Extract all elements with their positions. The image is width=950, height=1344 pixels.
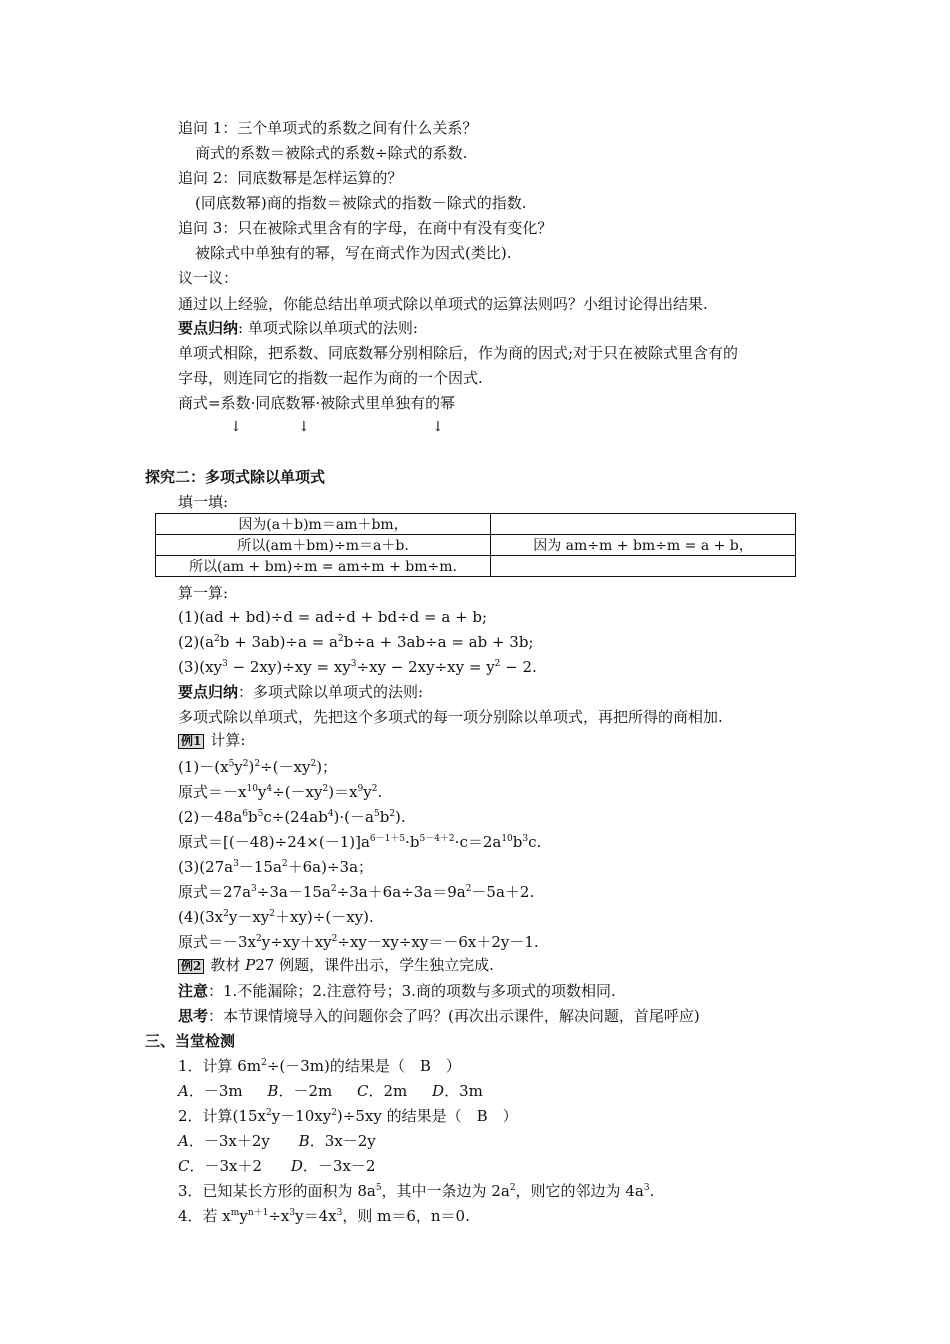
down-arrow-icon: ↓	[432, 419, 444, 435]
option-value: ．3m	[444, 1082, 483, 1100]
test-question-1-options	[178, 1081, 483, 1101]
example-text: 计算:	[210, 731, 246, 749]
option-value: ．－3x＋2	[189, 1157, 263, 1175]
think-text: ：本节课情境导入的问题你会了吗？(再次出示课件，解决问题，首尾呼应)	[208, 1007, 700, 1025]
example-1-a3: 原式$=27a^3\div 3a-15a^2\div 3a+6a\div 3a=9a^2-5a+2$.	[178, 883, 535, 901]
table-row	[156, 514, 796, 535]
key-point-text: : 单项式除以单项式的法则:	[238, 319, 418, 337]
test-question-1: 1．计算 $6m^2\div(-3m)$的结果是（ B ）	[178, 1057, 461, 1075]
test-question-2-options-row-1	[178, 1131, 376, 1151]
example-1-a1: 原式$=-x^{10}y^4\div(-xy^2)=x^9y^2$.	[178, 783, 383, 801]
rule-1-line-1: 单项式相除，把系数、同底数幂分别相除后，作为商的因式;对于只在被除式里含有的	[178, 344, 739, 362]
table-cell: 所以(am + bm)÷m = am÷m + bm÷m.	[156, 556, 491, 577]
follow-up-1: 追问 1：三个单项式的系数之间有什么关系？	[178, 119, 478, 137]
example-1-q4: $(4)(3x^2y-xy^2+xy)\div(-xy)$.	[178, 908, 374, 926]
option-value: ．2m	[368, 1082, 408, 1100]
discuss-text: 通过以上经验，你能总结出单项式除以单项式的运算法则吗？小组讨论得出结果.	[178, 295, 708, 313]
key-point-2	[178, 682, 423, 702]
option-key: D	[432, 1082, 445, 1100]
example-text: 27 例题，课件出示，学生独立完成.	[255, 956, 494, 974]
table-cell	[491, 514, 796, 535]
rule-2: 多项式除以单项式，先把这个多项式的每一项分别除以单项式，再把所得的商相加.	[178, 708, 723, 726]
example-1-a2: 原式$=[(-48)\div 24\times(-1)]a^{6-1+5}\cdot b^{5-4+2}\cdot c=2a^{10}b^3c$.	[178, 833, 542, 851]
test-question-2-options-row-2	[178, 1156, 375, 1176]
example-2	[178, 955, 494, 975]
answer-2: (同底数幂)商的指数＝被除式的指数－除式的指数.	[195, 194, 527, 212]
key-point-1	[178, 318, 418, 338]
calc-2: $(2)(a^2b + 3ab)\div a = a^2b\div a + 3ab\div a$ = ab + 3b;	[178, 633, 534, 651]
key-point-label: 要点归纳	[178, 319, 239, 337]
example-1-a4: 原式$=-3x^2y\div xy+xy^2\div xy-xy\div xy=-6x+2y-1$.	[178, 933, 539, 951]
think	[178, 1006, 700, 1026]
option-key: B	[298, 1132, 310, 1150]
option-value: ．－2m	[278, 1082, 333, 1100]
test-question-3: 3．已知某长方形的面积为 $8a^5$，其中一条边为 $2a^2$，则它的邻边为 $4a^3$.	[178, 1182, 655, 1200]
section-2-heading: 探究二：多项式除以单项式	[145, 468, 326, 486]
note	[178, 981, 616, 1001]
test-question-2: 2．计算$(15x^2y-10xy^2)\div 5xy$ 的结果是（ B ）	[178, 1107, 518, 1125]
option-value: ．－3x＋2y	[188, 1132, 270, 1150]
example-page: P	[245, 956, 256, 974]
option-value: ．－3x－2	[302, 1157, 376, 1175]
calc-3: $(3)(xy^3 - 2xy)\div xy = xy^3\div xy - 2xy\div xy = y^2 - 2$.	[178, 658, 537, 676]
note-text: ：1.不能漏除；2.注意符号；3.商的项数与多项式的项数相同.	[208, 982, 616, 1000]
follow-up-3: 追问 3：只在被除式里含有的字母，在商中有没有变化？	[178, 219, 553, 237]
table-row	[156, 556, 796, 577]
note-label: 注意	[178, 982, 209, 1000]
option-value: ．3x－2y	[309, 1132, 376, 1150]
calc-label: 算一算:	[178, 584, 229, 602]
option-key: A	[178, 1132, 189, 1150]
table-cell	[491, 556, 796, 577]
option-key: A	[178, 1082, 189, 1100]
formula: 商式=系数·同底数幂·被除式里单独有的幂	[178, 394, 456, 412]
option-key: C	[357, 1082, 369, 1100]
example-1-q2: $(2)-48a^6b^5c\div(24ab^4)\cdot(-a^5b^2)$.	[178, 808, 406, 826]
key-point-text: ：多项式除以单项式的法则:	[238, 683, 424, 701]
table-cell: 因为 am÷m + bm÷m = a + b，	[491, 535, 796, 556]
example-tag: 例2	[178, 959, 204, 974]
option-value: ．－3m	[188, 1082, 243, 1100]
example-1-q1: $(1)-(x^5y^2)^2\div(-xy^2)$；	[178, 758, 338, 776]
answer-3: 被除式中单独有的幂，写在商式作为因式(类比).	[195, 244, 512, 262]
key-point-label: 要点归纳	[178, 683, 239, 701]
follow-up-2: 追问 2：同底数幂是怎样运算的？	[178, 169, 403, 187]
example-1-q3: $(3)(27a^3-15a^2+6a)\div 3a$；	[178, 858, 374, 876]
fill-label: 填一填:	[178, 493, 229, 511]
table-cell: 所以(am＋bm)÷m＝a＋b.	[156, 535, 491, 556]
example-text: 教材	[210, 956, 246, 974]
answer-1: 商式的系数＝被除式的系数÷除式的系数.	[195, 144, 468, 162]
rule-1-line-2: 字母，则连同它的指数一起作为商的一个因式.	[178, 369, 483, 387]
think-label: 思考	[178, 1007, 209, 1025]
fill-table	[155, 513, 796, 577]
option-key: D	[290, 1157, 303, 1175]
option-key: C	[178, 1157, 190, 1175]
down-arrow-icon: ↓	[298, 419, 310, 435]
table-row	[156, 535, 796, 556]
example-tag: 例1	[178, 734, 204, 749]
example-1-heading	[178, 730, 245, 750]
option-key: B	[267, 1082, 279, 1100]
section-3-heading: 三、当堂检测	[145, 1032, 236, 1050]
test-question-4: 4．若 $x^my^{n+1}\div x^3y=4x^3$，则 m＝6，n＝0.	[178, 1207, 470, 1225]
down-arrow-icon: ↓	[230, 419, 242, 435]
calc-1: (1)(ad + bd)÷d = ad÷d + bd÷d = a + b;	[178, 608, 488, 626]
table-cell: 因为(a＋b)m＝am＋bm，	[156, 514, 491, 535]
discuss-heading: 议一议：	[178, 269, 239, 287]
